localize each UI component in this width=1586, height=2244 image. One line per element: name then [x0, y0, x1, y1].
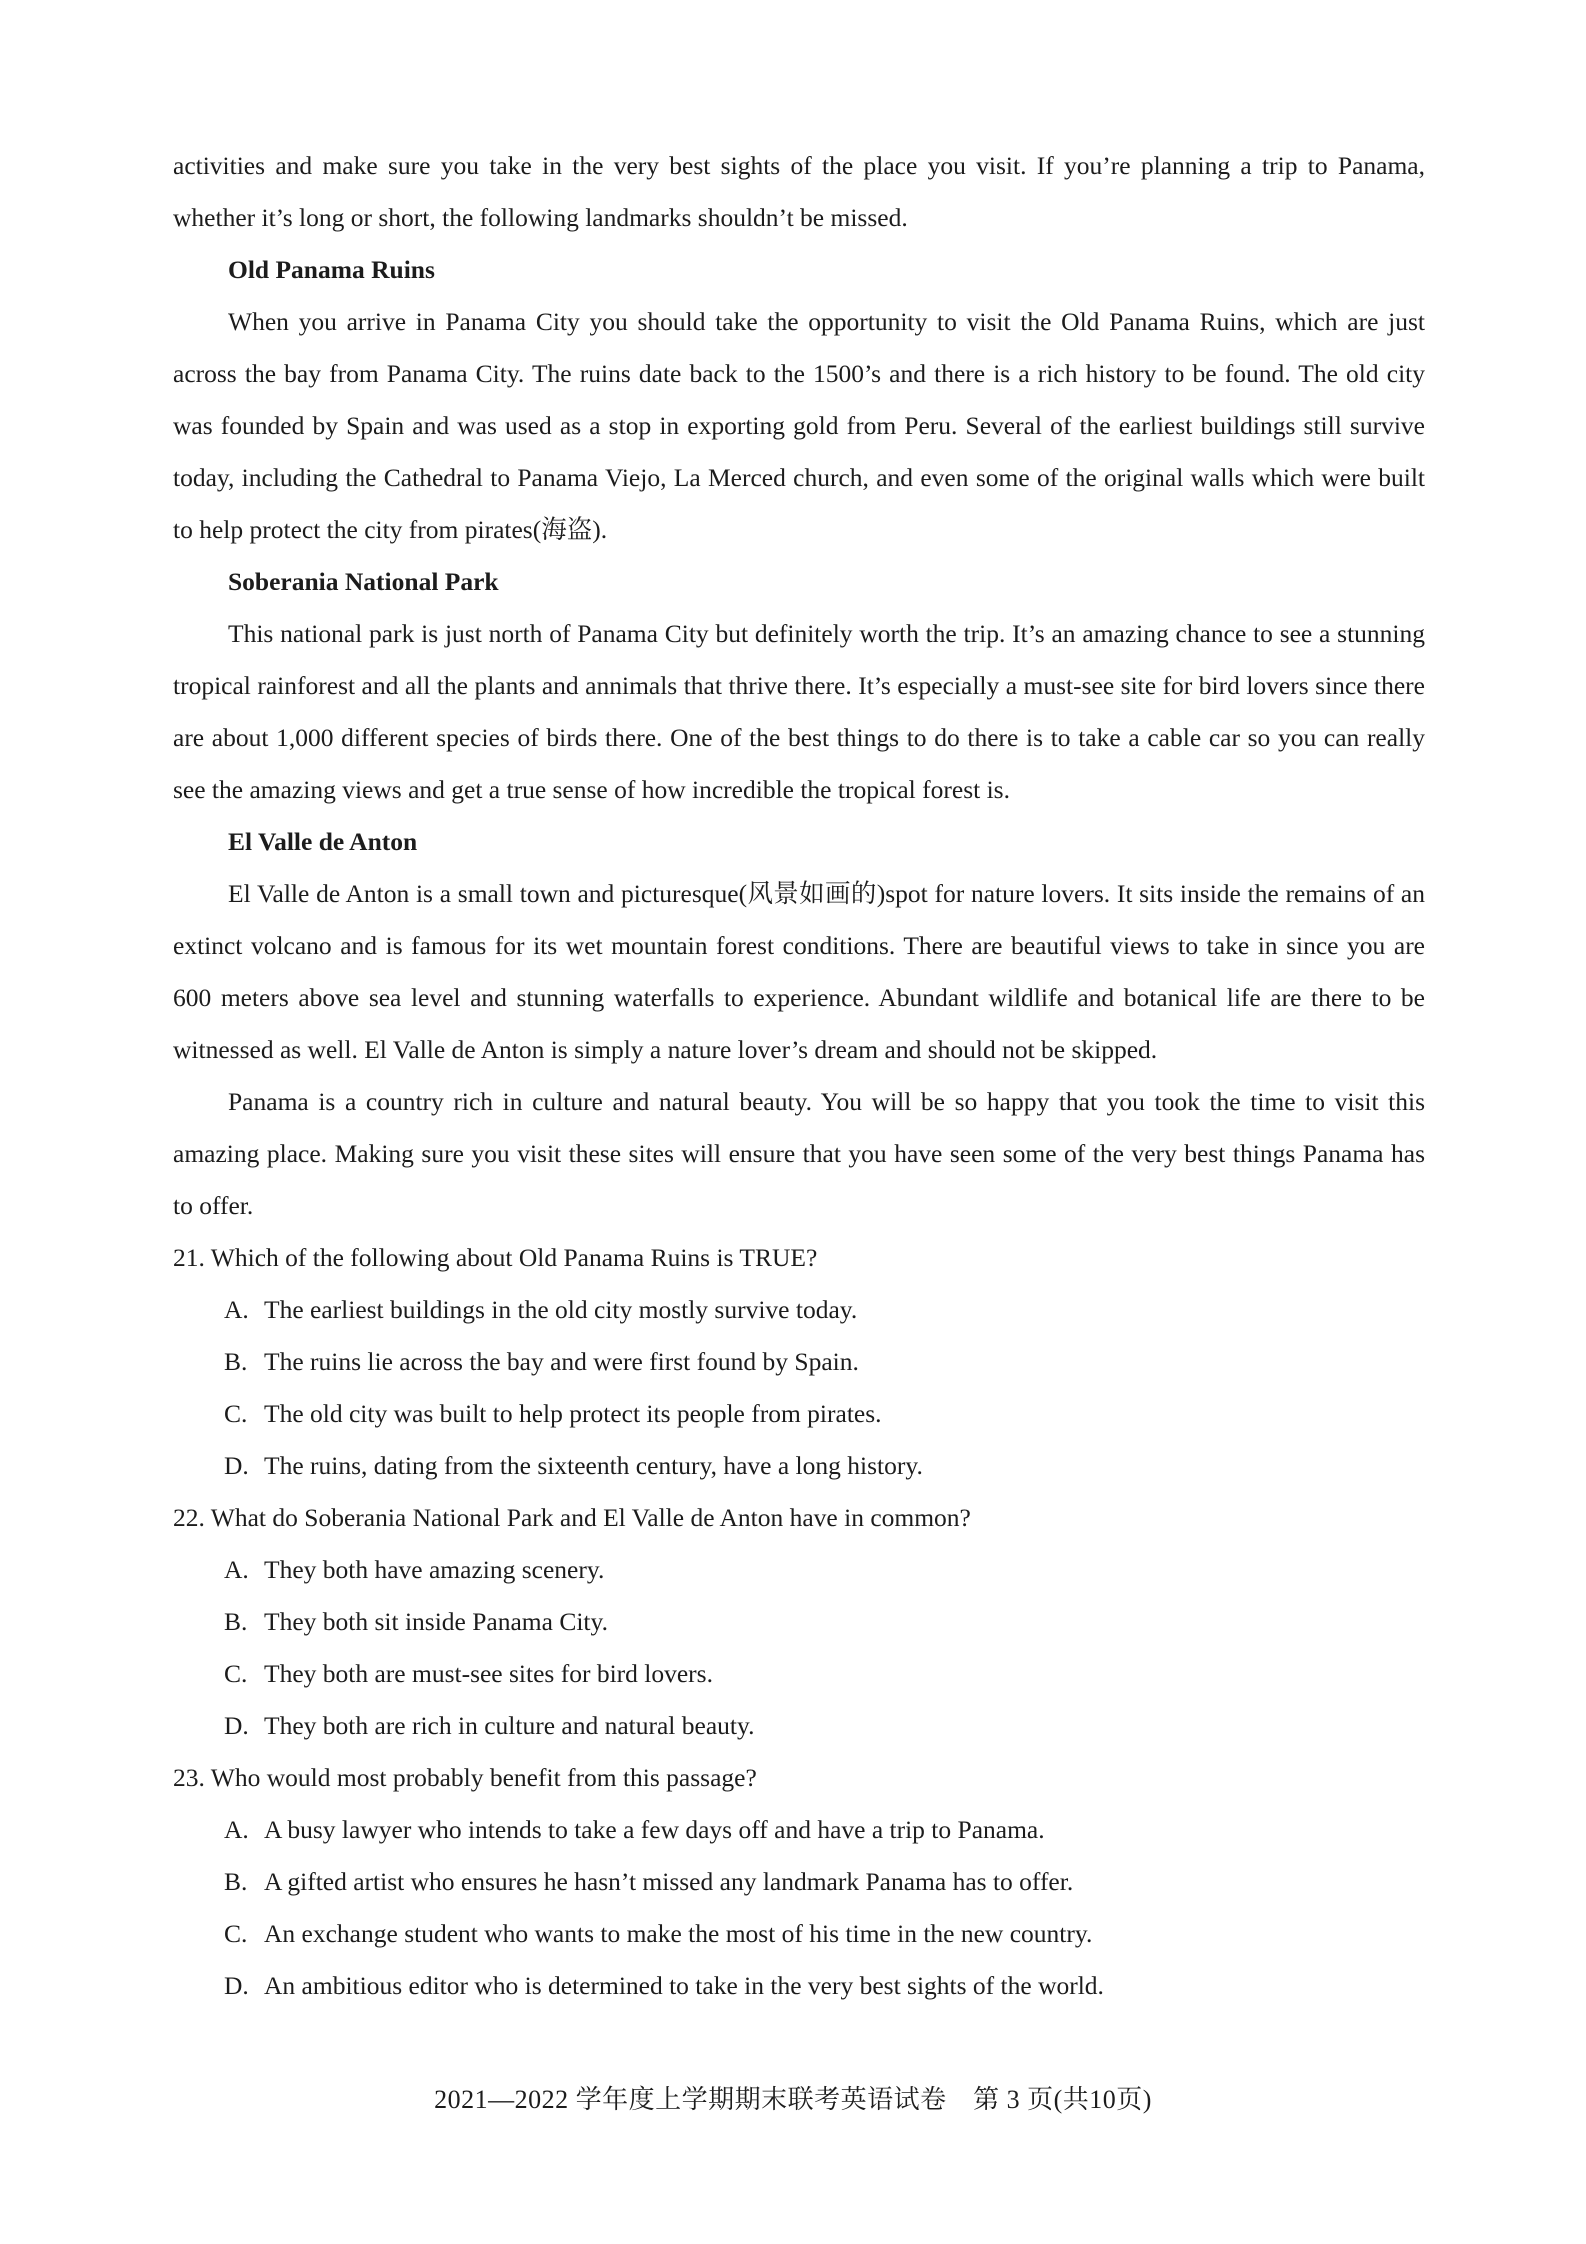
- page-footer: 2021—2022 学年度上学期期末联考英语试卷 第 3 页(共10页): [434, 2085, 1152, 2114]
- section-text-old-panama-ruins: When you arrive in Panama City you should take the opportunity to visit the Old Panama Ruins, which are just across the bay from Panama City. The ruins date back to the 1500’s and there is a rich history to be found. The old city was founded by Spain and was used as a stop in exporting gold from Peru. Several of the earliest buildings still survive today, including the Cathedral to Panama Viejo, La Merced church, and even some of the original walls which were built to help protect the city from pirates(海盗).: [173, 307, 1425, 544]
- question-22-option-c[interactable]: [173, 1648, 1425, 1700]
- option-text: The earliest buildings in the old city mostly survive today.: [264, 1295, 858, 1324]
- section-heading-soberania-national-park: Soberania National Park: [228, 567, 499, 596]
- exam-page: [173, 140, 1425, 2012]
- option-text: A busy lawyer who intends to take a few days off and have a trip to Panama.: [264, 1815, 1045, 1844]
- option-letter: D.: [224, 1451, 249, 1480]
- option-text: They both are rich in culture and natural beauty.: [264, 1711, 755, 1740]
- option-text: The ruins, dating from the sixteenth century, have a long history.: [264, 1451, 923, 1480]
- question-22: [173, 1492, 1425, 1544]
- option-text: An exchange student who wants to make the most of his time in the new country.: [264, 1919, 1093, 1948]
- question-21-option-c[interactable]: [173, 1388, 1425, 1440]
- section-text-el-valle-de-anton: El Valle de Anton is a small town and picturesque(风景如画的)spot for nature lovers. It sits inside the remains of an extinct volcano and is famous for its wet mountain forest conditions. There are beautiful views to take in since you are 600 meters above sea level and stunning waterfalls to experience. Abundant wildlife and botanical life are there to be witnessed as well. El Valle de Anton is simply a nature lover’s dream and should not be skipped.: [173, 879, 1425, 1064]
- question-22-option-b[interactable]: [173, 1596, 1425, 1648]
- option-letter: D.: [224, 1971, 249, 2000]
- option-text: An ambitious editor who is determined to take in the very best sights of the world.: [264, 1971, 1104, 2000]
- question-22-option-a[interactable]: [173, 1544, 1425, 1596]
- question-21-option-d[interactable]: [173, 1440, 1425, 1492]
- section-heading-el-valle-de-anton: El Valle de Anton: [228, 827, 418, 856]
- question-number: 23.: [173, 1763, 205, 1792]
- option-letter: C.: [224, 1659, 248, 1688]
- question-number: 21.: [173, 1243, 205, 1272]
- question-23: [173, 1752, 1425, 1804]
- passage-conclusion: Panama is a country rich in culture and natural beauty. You will be so happy that you took the time to visit this amazing place. Making sure you visit these sites will ensure that you have seen some of the very best things Panama has to offer.: [173, 1087, 1425, 1220]
- option-letter: C.: [224, 1399, 248, 1428]
- passage-intro: activities and make sure you take in the very best sights of the place you visit. If you’re planning a trip to Panama, whether it’s long or short, the following landmarks shouldn’t be missed.: [173, 151, 1425, 232]
- section-heading-old-panama-ruins: Old Panama Ruins: [228, 255, 435, 284]
- option-text: They both are must-see sites for bird lovers.: [264, 1659, 713, 1688]
- option-letter: B.: [224, 1607, 248, 1636]
- question-number: 22.: [173, 1503, 205, 1532]
- option-letter: A.: [224, 1295, 249, 1324]
- question-23-option-d[interactable]: [173, 1960, 1425, 2012]
- option-text: The ruins lie across the bay and were first found by Spain.: [264, 1347, 859, 1376]
- question-stem: What do Soberania National Park and El Valle de Anton have in common?: [210, 1503, 971, 1532]
- option-letter: C.: [224, 1919, 248, 1948]
- question-stem: Which of the following about Old Panama Ruins is TRUE?: [210, 1243, 818, 1272]
- option-text: They both have amazing scenery.: [264, 1555, 605, 1584]
- option-text: They both sit inside Panama City.: [264, 1607, 608, 1636]
- question-23-option-c[interactable]: [173, 1908, 1425, 1960]
- question-23-option-b[interactable]: [173, 1856, 1425, 1908]
- question-21: [173, 1232, 1425, 1284]
- question-stem: Who would most probably benefit from this passage?: [210, 1763, 757, 1792]
- option-text: A gifted artist who ensures he hasn’t missed any landmark Panama has to offer.: [264, 1867, 1074, 1896]
- option-letter: B.: [224, 1347, 248, 1376]
- option-letter: D.: [224, 1711, 249, 1740]
- option-letter: B.: [224, 1867, 248, 1896]
- question-22-option-d[interactable]: [173, 1700, 1425, 1752]
- question-21-option-b[interactable]: [173, 1336, 1425, 1388]
- question-21-option-a[interactable]: [173, 1284, 1425, 1336]
- question-23-option-a[interactable]: [173, 1804, 1425, 1856]
- option-letter: A.: [224, 1555, 249, 1584]
- section-text-soberania-national-park: This national park is just north of Panama City but definitely worth the trip. It’s an amazing chance to see a stunning tropical rainforest and all the plants and annimals that thrive there. It’s especially a must-see site for bird lovers since there are about 1,000 different species of birds there. One of the best things to do there is to take a cable car so you can really see the amazing views and get a true sense of how incredible the tropical forest is.: [173, 619, 1425, 804]
- option-letter: A.: [224, 1815, 249, 1844]
- option-text: The old city was built to help protect its people from pirates.: [264, 1399, 882, 1428]
